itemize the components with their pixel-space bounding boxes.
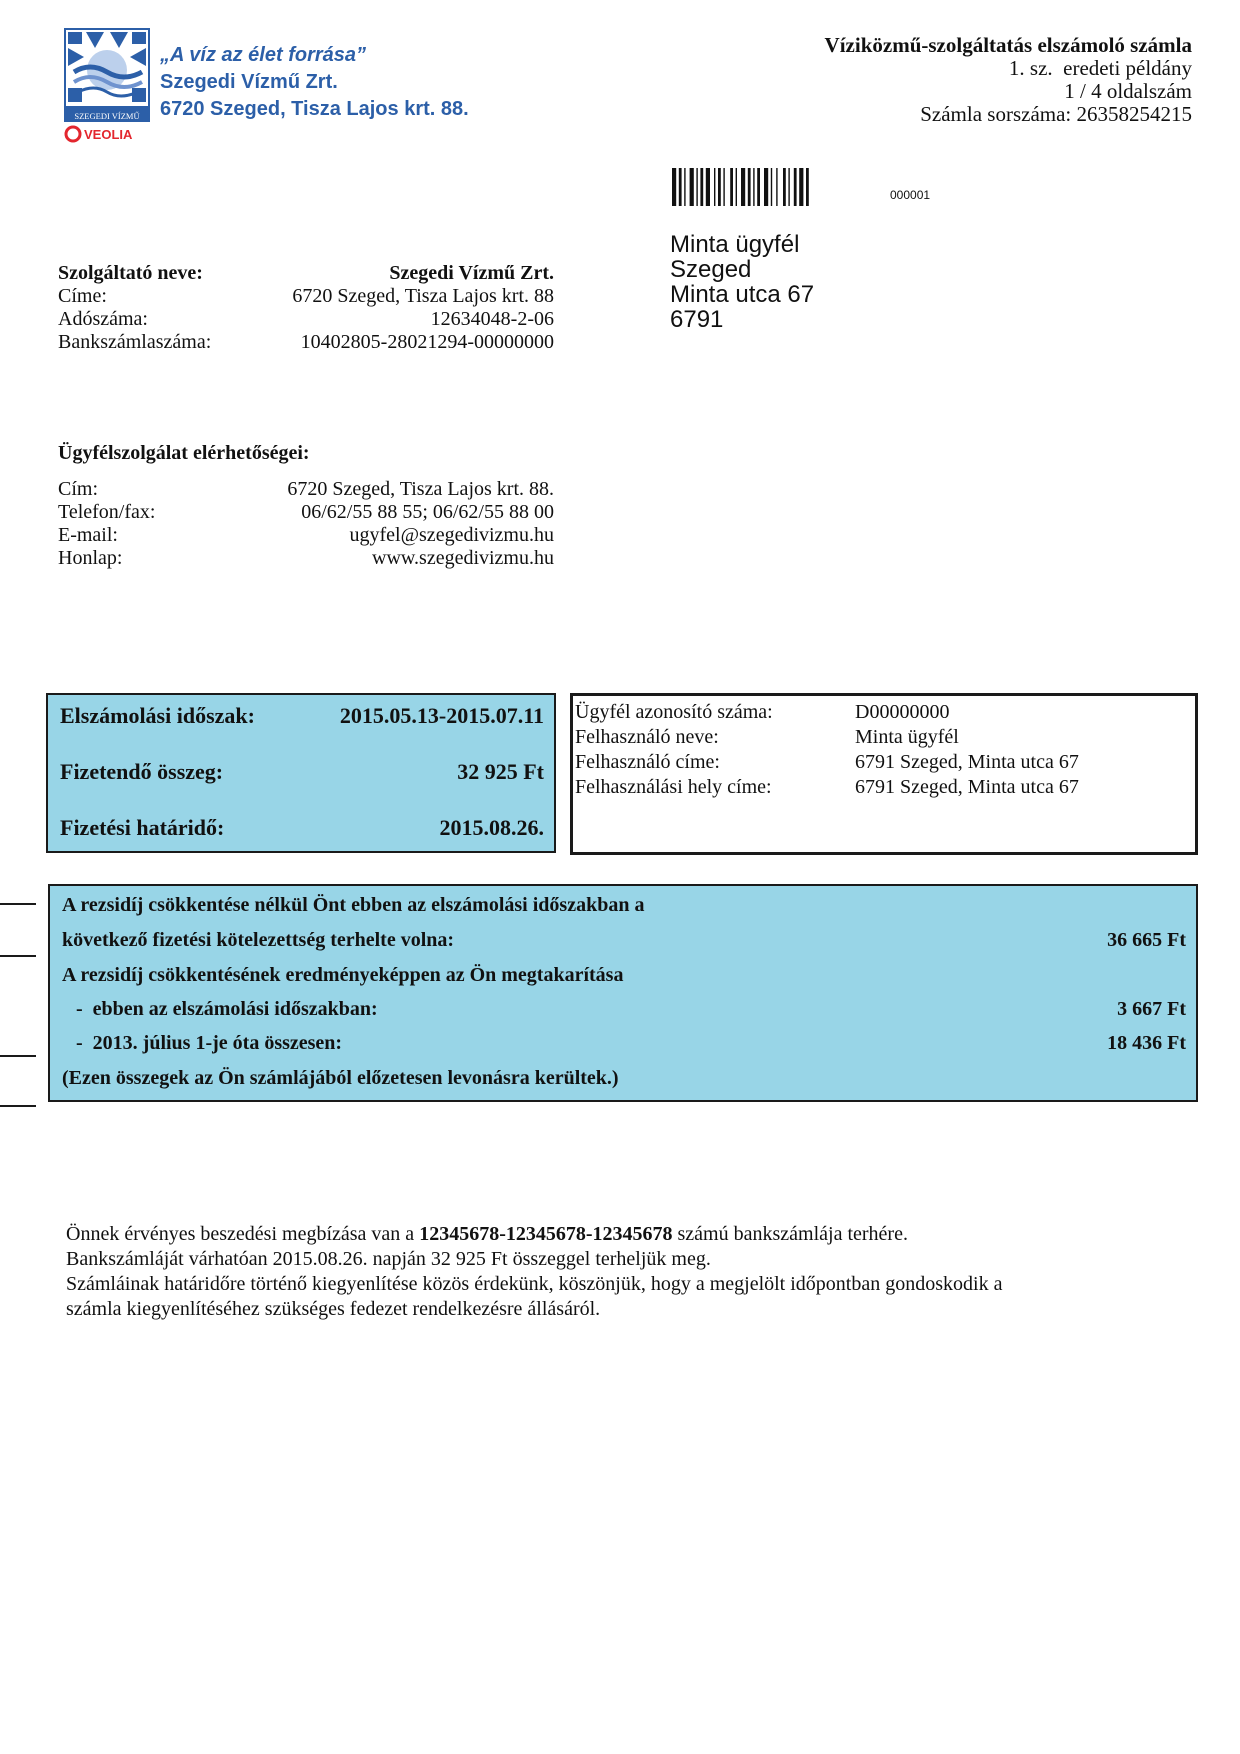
billing-period-row (60, 703, 544, 729)
customer-name-row (573, 725, 1195, 750)
recipient-name: Minta ügyfél (670, 231, 800, 258)
provider-bank-row (58, 331, 554, 354)
due-date-label: Fizetési határidő: (60, 815, 225, 840)
company-header (160, 44, 469, 121)
customer-service-title: Ügyfélszolgálat elérhetőségei: (58, 442, 310, 464)
provider-address-label: Címe: (58, 285, 107, 307)
due-date: 2015.08.26. (439, 815, 544, 840)
billing-period-label: Elszámolási időszak: (60, 703, 255, 728)
company-name: Szegedi Vízmű Zrt. (160, 71, 338, 93)
invoice-header (632, 34, 1192, 126)
savings-line-2 (62, 929, 1186, 952)
customer-site: 6791 Szeged, Minta utca 67 (855, 776, 1079, 798)
notice-text-1b: számú bankszámlája terhére. (672, 1223, 908, 1245)
customer-id-row (573, 700, 1195, 725)
savings-text-1: A rezsidíj csökkentése nélkül Önt ebben az elszámolási időszakban a (62, 894, 645, 916)
savings-line-6 (62, 1067, 1186, 1090)
cs-web-link[interactable]: www.szegedivizmu.hu (372, 547, 554, 569)
margin-tick (0, 903, 36, 905)
savings-line-4 (62, 998, 1186, 1021)
savings-text-5: - 2013. július 1-je óta összesen: (76, 1032, 343, 1054)
margin-tick (0, 1105, 36, 1107)
provider-tax: 12634048-2-06 (430, 308, 554, 330)
provider-address-row (58, 285, 554, 308)
recipient-city: Szeged (670, 256, 752, 283)
company-slogan: „A víz az élet forrása” (160, 44, 367, 66)
total-saving: 18 436 Ft (1107, 1032, 1186, 1054)
billing-period: 2015.05.13-2015.07.11 (339, 703, 544, 728)
provider-tax-label: Adószáma: (58, 308, 148, 330)
savings-text-6: (Ezen összegek az Ön számlájából előzetesen levonásra kerültek.) (62, 1067, 619, 1089)
notice-text-1a: Önnek érvényes beszedési megbízása van a (66, 1223, 420, 1245)
customer-address: 6791 Szeged, Minta utca 67 (855, 751, 1079, 773)
invoice-number: 26358254215 (1076, 102, 1192, 126)
provider-name: Szegedi Vízmű Zrt. (389, 262, 554, 284)
provider-name-row (58, 262, 554, 285)
customer-site-row (573, 775, 1195, 800)
customer-site-label: Felhasználási hely címe: (575, 776, 772, 798)
period-saving: 3 667 Ft (1117, 998, 1186, 1020)
savings-text-4: - ebben az elszámolási időszakban: (76, 998, 378, 1020)
savings-text-2: következő fizetési kötelezettség terhelte volna: (62, 929, 455, 951)
customer-address-label: Felhasználó címe: (575, 751, 720, 773)
payment-summary-box (46, 693, 556, 853)
cs-phone: 06/62/55 88 55; 06/62/55 88 00 (301, 501, 554, 523)
barcode (672, 168, 860, 206)
notice-line-2: Bankszámláját várhatóan 2015.08.26. napján 32 925 Ft összeggel terheljük meg. (66, 1248, 711, 1270)
savings-line-1 (62, 894, 1186, 917)
recipient-street: Minta utca 67 (670, 281, 815, 308)
provider-bank-label: Bankszámlaszáma: (58, 331, 212, 353)
cs-email-label: E-mail: (58, 524, 118, 546)
invoice-number-row (632, 103, 1192, 126)
provider-address: 6720 Szeged, Tisza Lajos krt. 88 (292, 285, 554, 307)
cs-address: 6720 Szeged, Tisza Lajos krt. 88. (287, 478, 554, 500)
savings-box (48, 884, 1198, 1102)
szegedi-vizmu-logo (64, 28, 150, 156)
customer-id: D00000000 (855, 701, 950, 723)
customer-address-row (573, 750, 1195, 775)
invoice-copy: 1. sz. eredeti példány (1008, 56, 1192, 80)
provider-bank: 10402805-28021294-00000000 (300, 331, 554, 353)
provider-info (58, 262, 554, 354)
notice-line-4: számla kiegyenlítéséhez szükséges fedezet rendelkezésre állásáról. (66, 1298, 601, 1320)
bank-account-number: 12345678-12345678-12345678 (419, 1223, 673, 1245)
cs-web-row (58, 547, 554, 570)
logo-caption: SZEGEDI VÍZMŰ (74, 111, 140, 121)
veolia-logo-text: VEOLIA (84, 127, 133, 142)
invoice-number-label: Számla sorszáma: (920, 102, 1072, 126)
savings-text-3: A rezsidíj csökkentésének eredményeképpen az Ön megtakarítása (62, 964, 624, 986)
customer-id-label: Ügyfél azonosító száma: (575, 701, 773, 723)
due-date-row (60, 815, 544, 841)
provider-name-label: Szolgáltató neve: (58, 262, 203, 284)
amount-due-label: Fizetendő összeg: (60, 759, 224, 784)
cs-email-row (58, 524, 554, 547)
notice-line-1 (66, 1222, 1206, 1247)
amount-due: 32 925 Ft (457, 759, 544, 784)
cs-phone-row (58, 501, 554, 524)
notice-line-3: Számláinak határidőre történő kiegyenlítése közös érdekünk, köszönjük, hogy a megjelölt időpontban gondoskodik a (66, 1273, 1003, 1295)
customer-name-label: Felhasználó neve: (575, 726, 719, 748)
customer-name: Minta ügyfél (855, 726, 959, 748)
cs-email-link[interactable]: ugyfel@szegedivizmu.hu (349, 524, 554, 546)
amount-due-row (60, 759, 544, 785)
amount-without-reduction: 36 665 Ft (1107, 929, 1186, 951)
cs-phone-label: Telefon/fax: (58, 501, 156, 523)
customer-service-info (58, 478, 554, 570)
recipient-zip: 6791 (670, 306, 724, 333)
margin-tick (0, 1055, 36, 1057)
savings-line-5 (62, 1032, 1186, 1055)
customer-details-box (570, 693, 1198, 855)
margin-tick (0, 955, 36, 957)
savings-line-3 (62, 964, 1186, 987)
company-address: 6720 Szeged, Tisza Lajos krt. 88. (160, 98, 469, 120)
provider-tax-row (58, 308, 554, 331)
cs-address-label: Cím: (58, 478, 99, 500)
barcode-number: 000001 (890, 188, 931, 202)
invoice-pages: 1 / 4 oldalszám (1064, 79, 1192, 103)
invoice-title: Víziközmű-szolgáltatás elszámoló számla (824, 33, 1192, 57)
recipient-address (670, 232, 814, 332)
cs-web-label: Honlap: (58, 547, 123, 569)
payment-notice (66, 1222, 1206, 1322)
cs-address-row (58, 478, 554, 501)
